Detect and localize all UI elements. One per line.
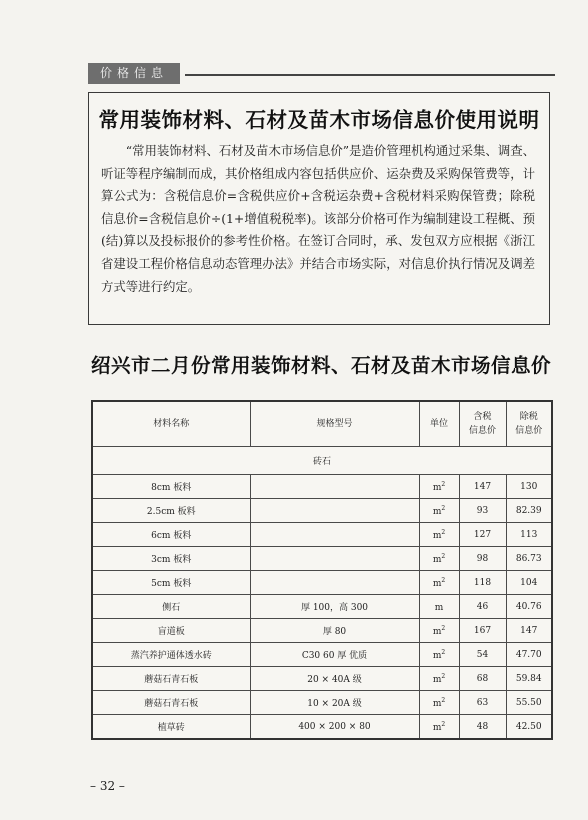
- table-row: [92, 547, 552, 571]
- col-header-unit: 单位: [419, 401, 459, 447]
- cell-tax-excl: 40.76: [506, 595, 552, 619]
- col-header-spec: 规格型号: [250, 401, 419, 447]
- col-header-tax-incl: [459, 401, 506, 447]
- unit-text: m: [432, 530, 442, 541]
- table-row: [92, 523, 552, 547]
- header-rule: [185, 74, 555, 76]
- cell-tax-incl: 127: [459, 523, 506, 547]
- cell-tax-incl: 63: [459, 691, 506, 715]
- unit-text: m: [432, 578, 442, 589]
- col-header-tax-excl: [506, 401, 552, 447]
- cell-spec: 10 × 20A 级: [250, 691, 419, 715]
- section-tag: 价格信息: [88, 63, 180, 84]
- cell-unit: [419, 643, 459, 667]
- col-header-tax-excl-line2: 信息价: [515, 426, 543, 436]
- cell-unit: [419, 619, 459, 643]
- cell-spec: [250, 475, 419, 499]
- table-row: [92, 667, 552, 691]
- unit-superscript: 2: [441, 720, 446, 728]
- unit-superscript: 2: [441, 552, 446, 560]
- cell-name: 2.5cm 板料: [92, 499, 250, 523]
- cell-tax-excl: 147: [506, 619, 552, 643]
- cell-unit: [419, 475, 459, 499]
- category-label: 砖石: [92, 447, 552, 475]
- usage-note-title: 常用装饰材料、石材及苗木市场信息价使用说明: [98, 108, 540, 132]
- cell-tax-incl: 93: [459, 499, 506, 523]
- cell-spec: [250, 523, 419, 547]
- table-header-row: [92, 401, 552, 447]
- cell-spec: 厚 100，高 300: [250, 595, 419, 619]
- cell-tax-excl: 130: [506, 475, 552, 499]
- cell-unit: [419, 667, 459, 691]
- unit-superscript: 2: [441, 648, 446, 656]
- table-row: [92, 643, 552, 667]
- unit-text: m: [432, 626, 442, 637]
- cell-tax-excl: 113: [506, 523, 552, 547]
- cell-name: 盲道板: [92, 619, 250, 643]
- unit-text: m: [432, 554, 442, 565]
- unit-superscript: 2: [441, 528, 446, 536]
- cell-tax-incl: 68: [459, 667, 506, 691]
- cell-tax-incl: 54: [459, 643, 506, 667]
- usage-note-body: “常用装饰材料、石材及苗木市场信息价”是造价管理机构通过采集、调查、听证等程序编制而成，其价格组成内容包括供应价、运杂费及采购保管费等，计算公式为：含税信息价=含税供应价+含税运杂费+含税材料采购保管费；除税信息价=含税信息价÷(1+增值税税率)。该部分价格可作为编制建设工程概、预(结)算以及投标报价的参考性价格。在签订合同时，承、发包双方应根据《浙江省建设工程价格信息动态管理办法》并结合市场实际，对信息价执行情况及调差方式等进行约定。: [101, 143, 535, 294]
- unit-text: m: [432, 722, 442, 733]
- cell-name: 蒸汽养护通体透水砖: [92, 643, 250, 667]
- col-header-tax-incl-line1: 含税: [473, 412, 492, 422]
- cell-name: 植草砖: [92, 715, 250, 740]
- unit-text: m: [434, 602, 444, 613]
- cell-tax-excl: 42.50: [506, 715, 552, 740]
- cell-tax-incl: 48: [459, 715, 506, 740]
- cell-name: 蘑菇石青石板: [92, 667, 250, 691]
- table-row: [92, 691, 552, 715]
- table-row: [92, 475, 552, 499]
- unit-superscript: 2: [441, 672, 446, 680]
- cell-name: 5cm 板料: [92, 571, 250, 595]
- table-row: [92, 619, 552, 643]
- cell-tax-incl: 46: [459, 595, 506, 619]
- cell-tax-excl: 82.39: [506, 499, 552, 523]
- cell-tax-incl: 98: [459, 547, 506, 571]
- cell-tax-incl: 147: [459, 475, 506, 499]
- unit-superscript: 2: [441, 480, 446, 488]
- cell-spec: C30 60 厚 优质: [250, 643, 419, 667]
- unit-superscript: 2: [441, 504, 446, 512]
- unit-superscript: 2: [441, 576, 446, 584]
- unit-text: m: [432, 482, 442, 493]
- unit-text: m: [432, 506, 442, 517]
- cell-unit: [419, 571, 459, 595]
- col-header-name: 材料名称: [92, 401, 250, 447]
- cell-unit: [419, 715, 459, 740]
- cell-tax-excl: 59.84: [506, 667, 552, 691]
- cell-unit: [419, 547, 459, 571]
- table-row: [92, 595, 552, 619]
- cell-tax-incl: 167: [459, 619, 506, 643]
- unit-superscript: 2: [441, 624, 446, 632]
- unit-superscript: 2: [441, 696, 446, 704]
- cell-name: 8cm 板料: [92, 475, 250, 499]
- col-header-tax-excl-line1: 除税: [519, 412, 538, 422]
- table-row: [92, 571, 552, 595]
- cell-unit: [419, 499, 459, 523]
- cell-spec: [250, 499, 419, 523]
- usage-note-box: [88, 92, 550, 325]
- unit-text: m: [432, 698, 442, 709]
- cell-spec: [250, 547, 419, 571]
- cell-name: 侧石: [92, 595, 250, 619]
- cell-unit: [419, 523, 459, 547]
- cell-name: 3cm 板料: [92, 547, 250, 571]
- unit-text: m: [432, 674, 442, 685]
- cell-tax-excl: 47.70: [506, 643, 552, 667]
- cell-tax-incl: 118: [459, 571, 506, 595]
- price-table: [91, 400, 553, 740]
- col-header-tax-incl-line2: 信息价: [468, 426, 496, 436]
- category-row: [92, 447, 552, 475]
- table-row: [92, 715, 552, 740]
- cell-name: 蘑菇石青石板: [92, 691, 250, 715]
- table-row: [92, 499, 552, 523]
- cell-tax-excl: 55.50: [506, 691, 552, 715]
- cell-unit: [419, 595, 459, 619]
- page-number: – 32 –: [90, 779, 125, 793]
- cell-spec: 厚 80: [250, 619, 419, 643]
- cell-unit: [419, 691, 459, 715]
- cell-spec: [250, 571, 419, 595]
- cell-spec: 20 × 40A 级: [250, 667, 419, 691]
- cell-tax-excl: 86.73: [506, 547, 552, 571]
- price-table-title: 绍兴市二月份常用装饰材料、石材及苗木市场信息价: [90, 354, 551, 377]
- cell-tax-excl: 104: [506, 571, 552, 595]
- cell-spec: 400 × 200 × 80: [250, 715, 419, 740]
- unit-text: m: [432, 650, 442, 661]
- cell-name: 6cm 板料: [92, 523, 250, 547]
